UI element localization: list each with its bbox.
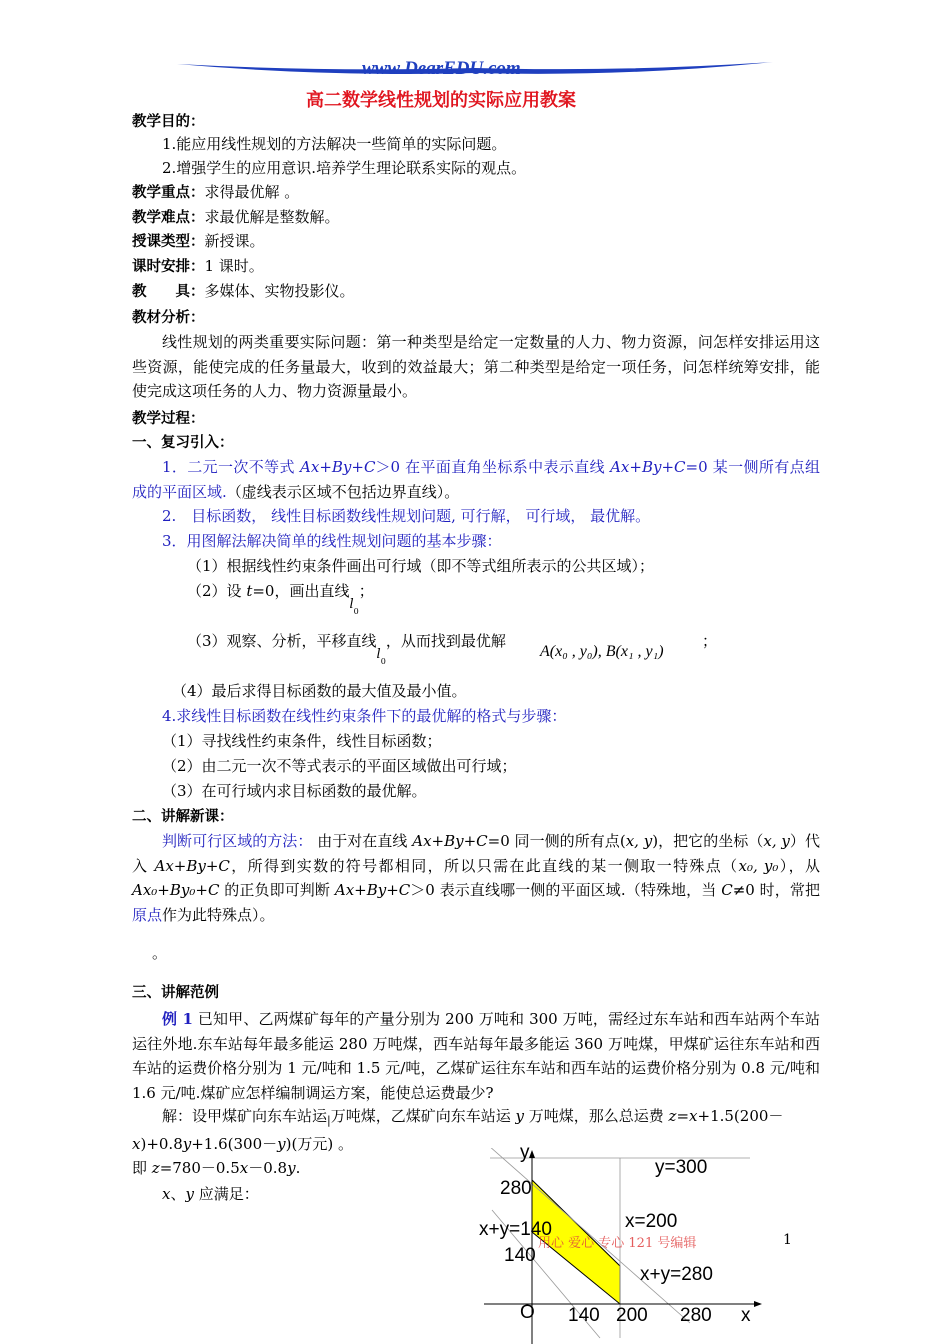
- sol-y: y: [515, 1107, 524, 1125]
- sol3-b: =780－0.5: [159, 1159, 240, 1177]
- nl-c: C: [721, 881, 733, 899]
- step-2: [187, 580, 374, 616]
- analysis-heading: 教材分析：: [132, 310, 205, 326]
- sol-b: 万吨煤，乙煤矿向东车站运: [330, 1107, 516, 1125]
- graph-x-axis-label: x: [741, 1305, 751, 1326]
- nl-text-g: 的正负即可判断: [219, 881, 335, 899]
- key-value: 求得最优解 。: [204, 183, 300, 201]
- stray-dot: 。: [152, 944, 168, 962]
- step-2-t: t: [246, 582, 253, 600]
- sol2-x: x: [132, 1135, 141, 1153]
- review-item-1-c: =0 某一侧所有点组成的平面区域.: [132, 458, 820, 501]
- sol-e: +1.5(200－: [697, 1107, 784, 1125]
- graph-line-y300-label: y=300: [655, 1157, 708, 1178]
- footer-overlay-text: 用心 爱心 专心 121 号编辑: [538, 1236, 697, 1251]
- review-item-1-a: 1．二元一次不等式: [162, 458, 301, 476]
- nl-text-j: 作为此特殊点）。: [162, 905, 275, 924]
- step-2-l-sub: 0: [353, 607, 359, 616]
- sol2-a: )+0.8: [140, 1135, 183, 1153]
- nl-expr2: Ax+By+C: [154, 856, 230, 875]
- step-3-l: l: [376, 647, 381, 662]
- solution-line-2: [132, 1133, 353, 1155]
- nl-text-i: ≠0 时，常把: [732, 881, 820, 899]
- difficulty-label: 教学难点：: [132, 210, 205, 226]
- review-item-4: 4.求线性目标函数在线性约束条件下的最优解的格式与步骤：: [162, 707, 567, 725]
- new-lesson-text: [132, 829, 820, 927]
- step-2-l: l: [349, 597, 354, 612]
- nl-text-h: ＞0 表示直线哪一侧的平面区域.（特殊地，当: [410, 881, 722, 899]
- review-sub-2: （2）由二元一次不等式表示的平面区域做出可行域；: [162, 757, 517, 775]
- examples-heading: 三、讲解范例: [132, 985, 219, 1001]
- type-label: 授课类型：: [132, 234, 205, 250]
- goal-item-1: 1.能应用线性规划的方法解决一些简单的实际问题。: [162, 135, 507, 153]
- step-3-a: （3）观察、分析，平移直线: [187, 632, 377, 650]
- type-row: [132, 230, 265, 253]
- review-item-1-b: ＞0 在平面直角坐标系中表示直线: [375, 458, 611, 476]
- step-2-end: ；: [358, 582, 374, 600]
- sol4-a: 、: [170, 1185, 186, 1203]
- sol4-y: y: [185, 1185, 194, 1203]
- nl-xy-1: x, y: [625, 832, 653, 850]
- hours-label: 课时安排：: [132, 259, 205, 275]
- tools-label: 教 具：: [132, 284, 205, 300]
- solution-line-3: [132, 1157, 300, 1179]
- step-3-b: ，从而找到最优解: [385, 632, 506, 650]
- example-1-body: 已知甲、乙两煤矿每年的产量分别为 200 万吨和 300 万吨，需经过东车站和西车站两个车站运往外地.东车站每年最多能运 280 万吨煤，西车站每年最多能运 360 万吨煤，甲煤矿运往东车站和西车站的运费价格分别为 1 元/吨和 1.5 元/吨，乙煤矿运往东车站和西车站的运费价格分别为 0.8 元/吨和 1.6 元/吨.煤矿应怎样编制调运方案，能使总运费最少?: [132, 1010, 820, 1102]
- sol2-b: +1.6(300－: [191, 1135, 278, 1153]
- nl-expr4: Ax+By+C: [334, 881, 411, 899]
- nl-text-c: )，把它的坐标（: [652, 832, 764, 850]
- graph-line-x200-label: x=200: [625, 1211, 678, 1232]
- new-lesson-heading: 二、讲解新课：: [132, 809, 234, 825]
- hours-row: [132, 255, 264, 278]
- step-3-end: ；: [702, 632, 718, 650]
- hours-value: 1 课时。: [204, 257, 264, 275]
- method-label: 判断可行区域的方法：: [162, 832, 313, 850]
- sol-c: 万吨煤，那么总运费: [524, 1107, 669, 1125]
- nl-text-d: ）代入: [132, 832, 820, 875]
- review-item-3: 3．用图解法解决简单的线性规划问题的基本步骤：: [162, 532, 502, 550]
- graph-x-tick-140: 140: [568, 1305, 600, 1326]
- sol2-c: )(万元) 。: [285, 1135, 353, 1153]
- example-1-text: [132, 1007, 820, 1105]
- sol2-y: y: [182, 1135, 192, 1153]
- review-sub-3: （3）在可行域内求目标函数的最优解。: [162, 782, 427, 800]
- sol3-d: .: [295, 1159, 301, 1177]
- process-heading: 教学过程：: [132, 411, 205, 427]
- nl-text-e: ，所得到实数的符号都相同，所以只需在此直线的某一侧取一特殊点（: [229, 856, 739, 875]
- tools-row: [132, 280, 355, 303]
- solution-line-1: 解：设甲煤矿向东车站运$_|$万吨煤，乙煤矿向东车站运 y 万吨煤，那么总运费 z=x+1.5(200－: [162, 1107, 784, 1127]
- example-1-label: 例 1: [162, 1010, 193, 1028]
- goal-item-2: 2.增强学生的应用意识.培养学生理论联系实际的观点。: [162, 159, 527, 177]
- page-title: 高二数学线性规划的实际应用教案: [306, 90, 576, 111]
- review-item-2: 2. 目标函数， 线性目标函数线性规划问题, 可行解， 可行域， 最优解。: [162, 507, 651, 525]
- nl-text-a: 由于对在直线: [312, 832, 413, 850]
- review-item-1-expr1: Ax+By+C: [300, 458, 376, 476]
- step-3-l-sub: 0: [380, 657, 386, 666]
- nl-expr1: Ax+By+C: [412, 832, 488, 850]
- sol3-a: 即: [132, 1159, 152, 1177]
- goal-heading: 教学目的：: [132, 114, 205, 130]
- watermark-url: www.DearEDU.com: [362, 58, 521, 79]
- graph-y-axis-label: y: [520, 1142, 530, 1163]
- graph-x-tick-200: 200: [616, 1305, 648, 1326]
- sol2-y2: y: [277, 1135, 286, 1153]
- sol-x: x: [689, 1107, 698, 1125]
- review-item-1-expr2: Ax+By+C: [610, 458, 686, 476]
- graph-line-sum140-label: x+y=140: [479, 1219, 552, 1240]
- review-heading: 一、复习引入：: [132, 435, 234, 451]
- difficulty-row: [132, 206, 340, 229]
- sol3-x: x: [239, 1159, 249, 1177]
- nl-expr3: Ax₀+By₀+C: [132, 881, 220, 899]
- analysis-text: 线性规划的两类重要实际问题：第一种类型是给定一定数量的人力、物力资源，问怎样安排运用这些资源，能使完成的任务量最大，收到的效益最大；第二种类型是给定一项任务，问怎样统筹安排，能使完成这项任务的人力、物力资源量最小。: [132, 333, 820, 400]
- graph-origin-label: O: [520, 1302, 535, 1323]
- graph-y-tick-280: 280: [500, 1178, 532, 1199]
- tools-value: 多媒体、实物投影仪。: [204, 282, 355, 300]
- sol3-y: y: [287, 1159, 296, 1177]
- sol-a: 解：设甲煤矿向东车站运: [162, 1107, 328, 1125]
- difficulty-value: 求最优解是整数解。: [204, 208, 340, 226]
- nl-xy-2: x, y: [763, 832, 790, 850]
- solution-line-4: [162, 1183, 259, 1205]
- step-2-b: =0，画出直线: [252, 582, 350, 600]
- page-number: 1: [783, 1232, 792, 1248]
- sol-d: =: [676, 1107, 690, 1125]
- key-label: 教学重点：: [132, 185, 205, 201]
- key-point-row: [132, 181, 299, 204]
- sol3-z: z: [151, 1159, 160, 1177]
- step-3: [187, 630, 506, 666]
- step-3-math: A(x₀ , y₀), B(x₁ , y₁): [540, 643, 664, 660]
- review-sub-1: （1）寻找线性约束条件，线性目标函数；: [162, 732, 442, 750]
- graph-line-sum280-label: x+y=280: [640, 1264, 713, 1285]
- graph-x-tick-280: 280: [680, 1305, 712, 1326]
- sol4-b: 应满足：: [193, 1185, 259, 1203]
- step-1: （1）根据线性约束条件画出可行域（即不等式组所表示的公共区域）；: [187, 557, 655, 575]
- review-item-1-d: （虚线表示区域不包括边界直线）。: [226, 482, 460, 501]
- sol3-c: －0.8: [248, 1159, 288, 1177]
- x-axis-arrow: [754, 1301, 762, 1307]
- type-value: 新授课。: [204, 232, 265, 250]
- step-4: （4）最后求得目标函数的最大值及最小值。: [172, 682, 467, 700]
- nl-point: x₀, y₀: [738, 856, 779, 875]
- nl-origin: 原点: [132, 905, 163, 924]
- review-item-1: [132, 455, 820, 504]
- nl-text-f: ），从: [778, 856, 820, 875]
- step-2-a: （2）设: [187, 582, 247, 600]
- nl-text-b: =0 同一侧的所有点(: [487, 832, 626, 850]
- graph-y-tick-140: 140: [504, 1245, 536, 1266]
- sol4-x: x: [162, 1185, 171, 1203]
- sol-z: z: [668, 1107, 677, 1125]
